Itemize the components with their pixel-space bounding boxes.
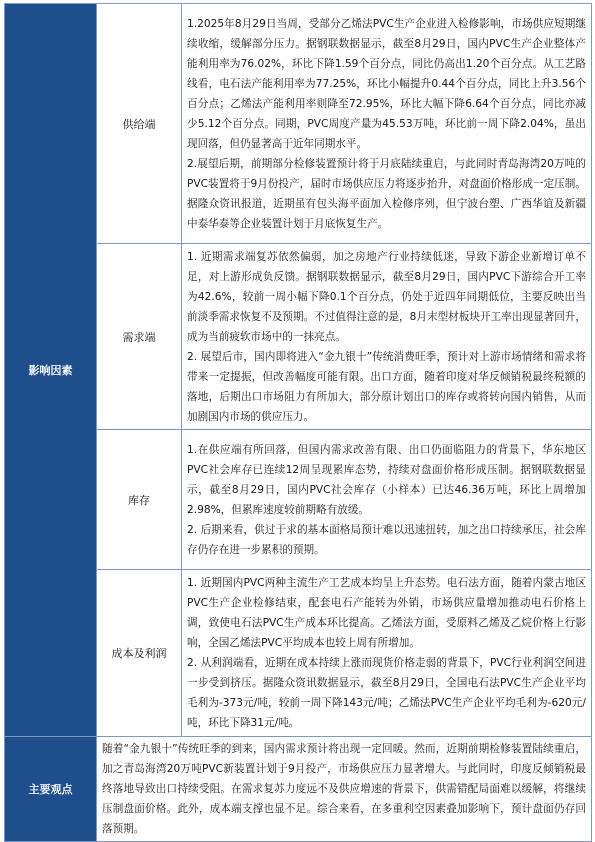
impact-factors-label: 影响因素 — [5, 4, 97, 737]
cost-profit-label: 成本及利润 — [97, 570, 182, 737]
inventory-content — [182, 430, 592, 570]
summary-row — [5, 737, 592, 842]
supply-row — [5, 4, 592, 244]
demand-paragraph-2: 2. 展望后市，国内即将进入“金九银十”传统消费旺季，预计对上游市场情绪和需求将带来一定提振，但改善幅度可能有限。出口方面，随着印度对华反倾销税最终税额的落地，后期出口市场阻力有所加大，部分原计划出口的库存或将转向国内销售，从而加剧国内市场的供应压力。 — [187, 350, 586, 423]
demand-paragraph-1: 1. 近期需求端复苏依然偏弱，加之房地产行业持续低迷，导致下游企业新增订单不足，对上游形成负反馈。据钢联数据显示，截至8月29日，国内PVC下游综合开工率为42.6%，较前一周小幅下降0.1个百分点，仍处于近四年同期低位，主要反映出当前淡季需求恢复不及预期。不过值得注意的是，8月末型材板块开工率出现显著回升，成为当前疲软市场中的一抹亮点。 — [187, 250, 586, 343]
inventory-paragraph-2: 2. 后期来看，供过于求的基本面格局预计难以迅速扭转，加之出口持续承压，社会库存仍存在进一步累积的预期。 — [187, 523, 586, 556]
inventory-label: 库存 — [97, 430, 182, 570]
supply-content — [182, 4, 592, 244]
demand-label: 需求端 — [97, 244, 182, 430]
supply-paragraph-1: 1.2025年8月29日当周，受部分乙烯法PVC生产企业进入检修影响，市场供应短期继续收缩，缓解部分压力。据钢联数据显示，截至8月29日，国内PVC生产企业整体产能利用率为76.02%，环比下降1.59个百分点，同比仍高出1.20个百分点。从工艺路线看，电石法产能利用率为77.25%，环比小幅提升0.44个百分点，同比上升3.56个百分点；乙烯法产能利用率则降至72.95%，环比大幅下降6.64个百分点，同比亦减少5.12个百分点。同期，PVC周度产量为45.53万吨，环比前一周下降2.04%，虽出现回落，但仍显著高于近年同期水平。 — [187, 17, 586, 150]
cost-profit-content — [182, 570, 592, 737]
supply-label: 供给端 — [97, 4, 182, 244]
demand-content — [182, 244, 592, 430]
cost-profit-paragraph-2: 2. 从利润端看，近期在成本持续上涨而现货价格走弱的背景下，PVC行业利润空间进一步受到挤压。据隆众资讯数据显示，截至8月29日，全国电石法PVC生产企业平均毛利为-373元/吨，较前一周下降143元/吨；乙烯法PVC生产企业平均毛利为-620元/吨，环比下降31元/吨。 — [187, 657, 586, 729]
pvc-analysis-table — [4, 3, 592, 842]
supply-paragraph-2: 2.展望后期，前期部分检修装置预计将于月底陆续重启，与此同时青岛海湾20万吨的PVC装置将于9月份投产，届时市场供应压力将逐步抬升，对盘面价格形成一定压制。据隆众资讯报道，近期虽有包头海平面加入检修序列，但宁波台塑、广西华谊及新疆中泰华泰等企业装置计划于月底恢复生产。 — [187, 157, 586, 230]
inventory-paragraph-1: 1.在供应端有所回落，但国内需求改善有限、出口仍面临阻力的背景下，华东地区PVC社会库存已连续12周呈现累库态势，持续对盘面价格形成压制。据钢联数据显示，截至8月29日，国内PVC社会库存（小样本）已达46.36万吨，环比上周增加2.98%，但累库速度较前期略有放缓。 — [187, 443, 586, 516]
main-viewpoint-content: 随着“金九银十”传统旺季的到来，国内需求预计将出现一定回暖。然而，近期前期检修装置陆续重启，加之青岛海湾20万吨PVC新装置计划于9月投产，市场供应压力显著增大。与此同时，印度反倾销税最终落地导致出口持续受阻。在需求复苏力度远不及供应增速的背景下，供需错配局面难以缓解，将继续压制盘面价格。此外，成本端支撑也显不足。综合来看，在多重利空因素叠加影响下，预计盘面仍存回落预期。 — [97, 737, 592, 842]
main-viewpoint-label: 主要观点 — [5, 737, 97, 842]
cost-profit-paragraph-1: 1. 近期国内PVC两种主流生产工艺成本均呈上升态势。电石法方面，随着内蒙古地区PVC生产企业检修结束，配套电石产能转为外销，市场供应量增加推动电石价格上调，致使电石法PVC生产成本环比提高。乙烯法方面，受原料乙烯及乙烷价格上行影响，全国乙烯法PVC平均成本也较上周有所增加。 — [187, 577, 586, 649]
